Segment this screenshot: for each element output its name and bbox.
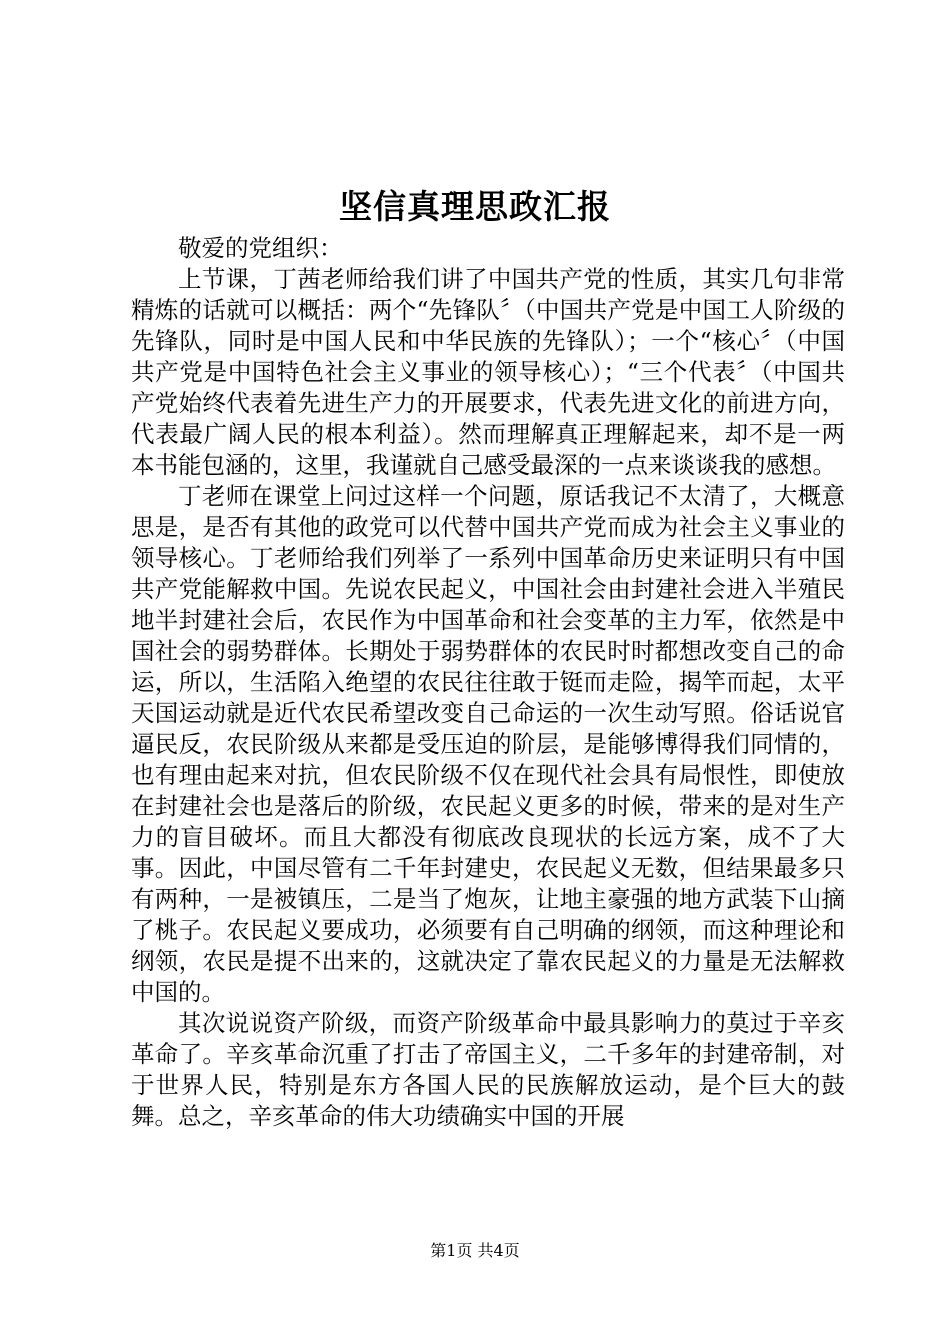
paragraph-2: 丁老师在课堂上问过这样一个问题，原话我记不太清了，大概意思是，是否有其他的政党可以代替中国共产党而成为社会主义事业的领导核心。丁老师给我们列举了一系列中国革命历史来证明只有中国共产党能解救中国。先说农民起义，中国社会由封建社会进入半殖民地半封建社会后，农民作为中国革命和社会变革的主力军，依然是中国社会的弱势群体。长期处于弱势群体的农民时时都想改变自己的命运，所以，生活陷入绝望的农民往往敢于铤而走险，揭竿而起，太平天国运动就是近代农民希望改变自己命运的一次生动写照。俗话说官逼民反，农民阶级从来都是受压迫的阶层，是能够博得我们同情的，也有理由起来对抗，但农民阶级不仅在现代社会具有局恨性，即使放在封建社会也是落后的阶级，农民起义更多的时候，带来的是对生产力的盲目破坏。而且大都没有彻底改良现状的长远方案，成不了大事。因此，中国尽管有二千年封建史，农民起义无数，但结果最多只有两种，一是被镇压，二是当了炮灰，让地主豪强的地方武装下山摘了桃子。农民起义要成功，必须要有自己明确的纲领，而这种理论和纲领，农民是提不出来的，这就决定了靠农民起义的力量是无法解救中国的。 bbox=[131, 482, 845, 1006]
document-title: 坚信真理思政汇报 bbox=[339, 187, 611, 226]
page-footer: 第1页 共4页 bbox=[430, 1241, 520, 1260]
paragraph-3: 其次说说资产阶级，而资产阶级革命中最具影响力的莫过于辛亥革命了。辛亥革命沉重了打击了帝国主义，二千多年的封建帝制，对于世界人民，特别是东方各国人民的民族解放运动，是个巨大的鼓舞。总之，辛亥革命的伟大功绩确实中国的开展 bbox=[131, 1009, 845, 1130]
paragraph-1: 上节课，丁茜老师给我们讲了中国共产党的性质，其实几句非常精炼的话就可以概括：两个“先锋队〞（中国共产党是中国工人阶级的先锋队，同时是中国人民和中华民族的先锋队）；一个“核心〞（中国共产党是中国特色社会主义事业的领导核心）；“三个代表〞（中国共产党始终代表着先进生产力的开展要求，代表先进文化的前进方向，代表最广阔人民的根本利益）。然而理解真正理解起来，却不是一两本书能包涵的，这里，我谨就自己感受最深的一点来谈谈我的感想。 bbox=[131, 265, 845, 479]
document-body bbox=[131, 233, 845, 1132]
salutation: 敬爱的党组织： bbox=[178, 234, 343, 262]
